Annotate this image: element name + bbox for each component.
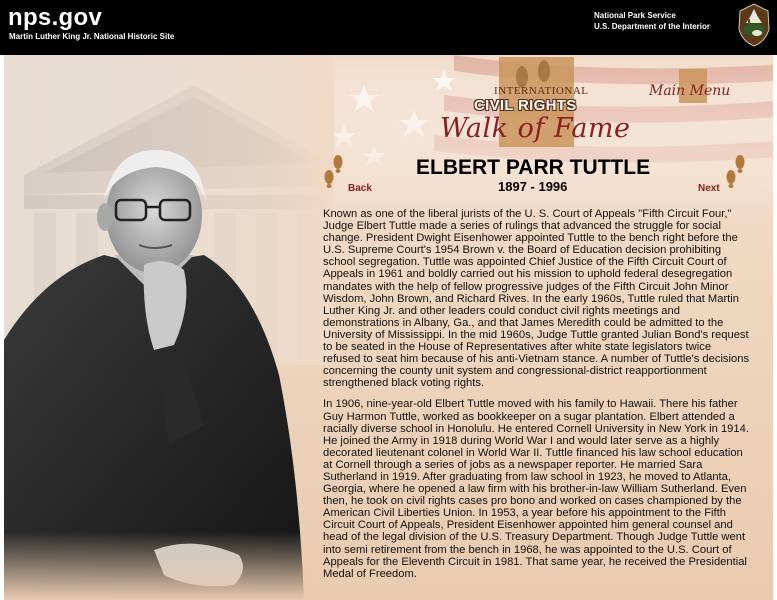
back-button[interactable] [322,155,382,195]
biography-paragraph: In 1906, nine-year-old Elbert Tuttle moved with his family to Hawaii. There his father Guy Harmon Tuttle, worked as bookkeeper on a sugar plantation. Elbert attended a racially diverse school in Honolulu. He entered Cornell University in New York in 1914. He joined the Army in 1918 during World War I and would later serve as a highly decorated lieutenant colonel in World War II. Tuttle financed his law school education at Cornell through a series of jobs as a newspaper reporter. He married Sara Sutherland in 1919. After graduating from law school in 1923, he moved to Atlanta, Georgia, where he opened a law firm with his brother-in-law William Sutherland. Even then, he took on civil rights cases pro bono and worked on cases championed by the American Civil Liberties Union. In 1953, a year before his appointment to the Fifth Circuit Court of Appeals, President Eisenhower appointed him general counsel and head of the legal division of the U.S. Treasury Department. Though Judge Tuttle went into semi retirement from the bench in 1968, he was appointed to the U.S. Court of Appeals for the Eleventh Circuit in 1981. That same year, he received the Presidential Medal of Freedom. [323,398,749,580]
park-name: Martin Luther King Jr. National Historic Site [9,32,175,41]
footprints-icon [724,155,750,191]
nps-arrowhead-icon[interactable] [738,3,770,47]
next-label: Next [698,183,720,194]
honoree-years: 1897 - 1996 [498,179,568,194]
next-button[interactable] [694,155,754,195]
back-label: Back [348,183,372,194]
agency-name: National Park Service [594,11,676,20]
honoree-name: ELBERT PARR TUTTLE [416,156,651,179]
biography-paragraph: Known as one of the liberal jurists of the U. S. Court of Appeals "Fifth Circuit Four," Judge Elbert Tuttle made a series of rulings that advanced the struggle for social change. President Dwight Eisenhower appointed Tuttle to the bench right before the U.S. Supreme Court's 1954 Brown v. the Board of Education decision prohibiting school segregation. Tuttle was appointed Chief Justice of the Fifth Circuit Court of Appeals in 1961 and boldly carried out his mission to uphold federal desegregation mandates with the help of fellow progressive judges of the Fifth Circuit John Minor Wisdom, John Brown, and Richard Rives. In the early 1960s, Tuttle ruled that Martin Luther King Jr. and other leaders could conduct civil rights meetings and demonstrations in Albany, Ga., and that James Meredith could be admitted to the University of Mississippi. In the mid 1960s, Judge Tuttle granted Julian Bond's request to be seated in the House of Representatives after white state legislators twice refused to seat him because of his anti-Vietnam stance. A number of Tuttle's decisions concerning the county unit system and congressional-district reapportionment strengthened black voting rights. [323,208,750,390]
main-menu-label: Main Menu [649,83,731,99]
main-menu-button[interactable] [643,69,739,109]
biography-text [323,208,751,589]
logo-civil-rights-text: CIVIL RIGHTS [474,97,577,114]
department-name: U.S. Department of the Interior [594,22,711,31]
logo-walk-of-fame-text: Walk of Fame [440,113,631,144]
honoree-portrait-image [4,145,314,600]
logo-international-text: INTERNATIONAL [494,85,589,97]
site-header [0,0,777,55]
nps-gov-logo-link[interactable]: nps.gov [8,4,103,31]
agency-block [594,10,710,32]
content-stage [4,55,773,600]
footprints-icon [322,155,348,191]
